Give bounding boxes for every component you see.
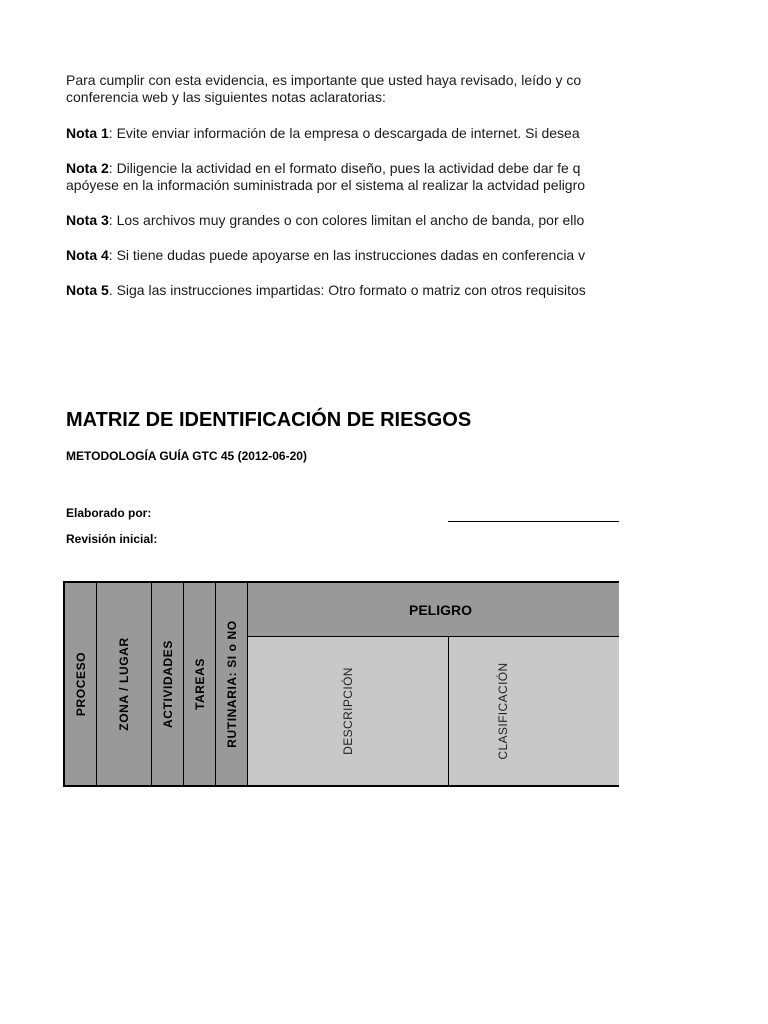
- revision-label: Revisión inicial:: [66, 532, 158, 546]
- intro-line-2: conferencia web y las siguientes notas aclaratorias:: [66, 89, 386, 105]
- col-proceso-label: PROCESO: [73, 651, 88, 717]
- nota-1: [66, 125, 619, 142]
- methodology-subtitle: METODOLOGÍA GUÍA GTC 45 (2012-06-20): [66, 449, 307, 463]
- page-title: MATRIZ DE IDENTIFICACIÓN DE RIESGOS: [66, 409, 472, 431]
- nota-4-label: Nota 4: [66, 247, 109, 263]
- nota-2-line-2: apóyese en la información suministrada por el sistema al realizar la actvidad peligro: [66, 177, 586, 193]
- nota-3-text: : Los archivos muy grandes o con colores limitan el ancho de banda, por ello: [108, 212, 585, 228]
- col-zona-label: ZONA / LUGAR: [117, 637, 131, 731]
- col-rutinaria: [216, 583, 248, 785]
- nota-2: [66, 160, 619, 194]
- nota-4-text: : Si tiene dudas puede apoyarse en las instrucciones dadas en conferencia v: [108, 247, 586, 263]
- col-rutinaria-label: RUTINARIA: SI o NO: [224, 620, 239, 748]
- col-descripcion: [248, 637, 449, 785]
- elaborado-label: Elaborado por:: [66, 506, 152, 520]
- col-zona-lugar: [97, 583, 152, 785]
- nota-2-label: Nota 2: [66, 160, 109, 176]
- nota-5-label: Nota 5: [66, 282, 109, 298]
- col-actividades-label: ACTIVIDADES: [160, 640, 175, 728]
- nota-5: [66, 282, 619, 299]
- nota-2-text: : Diligencie la actividad en el formato diseño, pues la actividad debe dar fe q: [108, 160, 581, 176]
- nota-3-label: Nota 3: [66, 212, 109, 228]
- nota-5-text: . Siga las instrucciones impartidas: Otro formato o matriz con otros requisitos: [108, 282, 586, 298]
- col-clasificacion: [449, 637, 619, 785]
- col-proceso: [65, 583, 97, 785]
- signature-line: [448, 521, 619, 522]
- intro-note: [66, 72, 619, 106]
- nota-4: [66, 247, 619, 264]
- col-tareas-label: TAREAS: [192, 657, 207, 711]
- col-tareas: [184, 583, 216, 785]
- nota-3: [66, 212, 619, 229]
- intro-line-1: Para cumplir con esta evidencia, es importante que usted haya revisado, leído y co: [66, 72, 582, 88]
- risk-matrix-table: [63, 581, 619, 787]
- nota-1-label: Nota 1: [66, 125, 109, 141]
- col-clasificacion-label: CLASIFICACIÓN: [495, 662, 510, 760]
- nota-1-text: : Evite enviar información de la empresa o descargada de internet. Si desea: [108, 125, 580, 141]
- col-actividades: [152, 583, 184, 785]
- peligro-header: PELIGRO: [248, 583, 619, 637]
- col-descripcion-label: DESCRIPCIÓN: [341, 667, 355, 755]
